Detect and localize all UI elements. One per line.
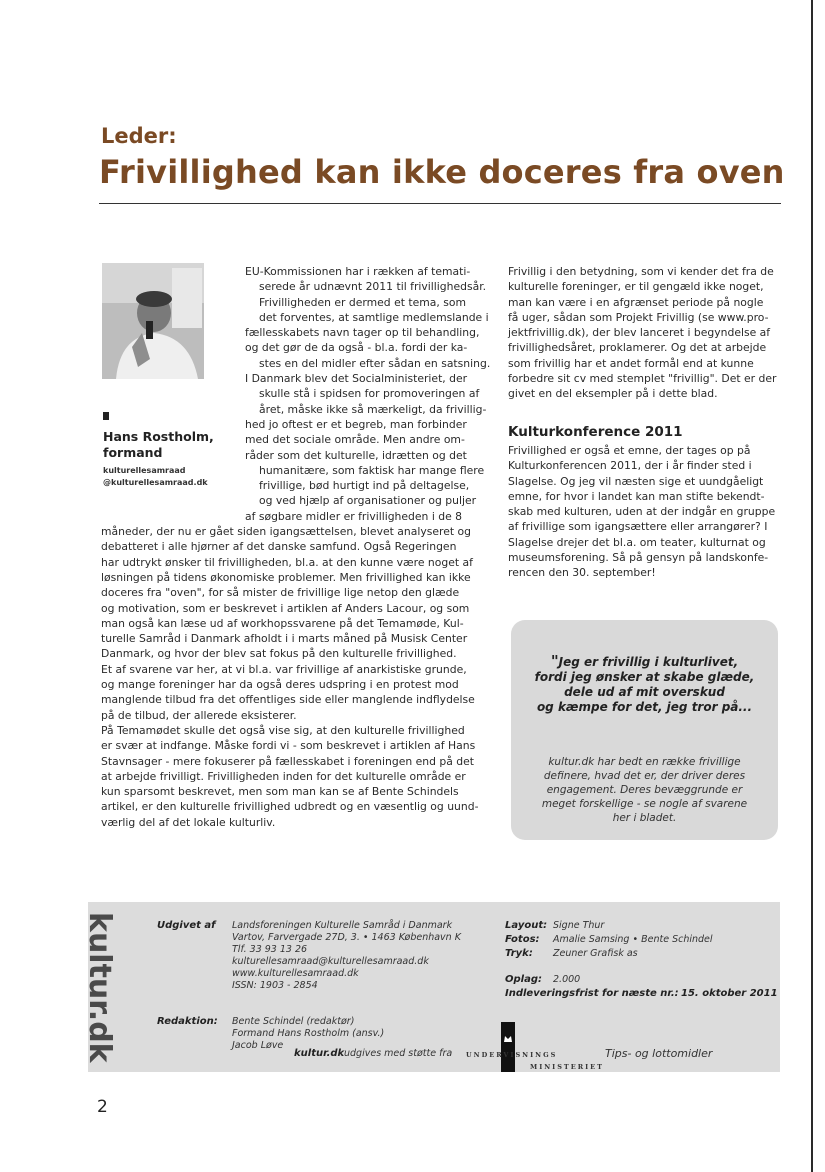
kultur-dk-logo [80,908,126,1068]
body-line: det forventes, at samtlige medlemslande i [259,310,489,324]
body-line: råder som det kulturelle, idrætten og det [245,448,467,462]
body-line: og det gør de da også - bl.a. fordi der ka- [245,341,468,355]
body-line: kulturelle foreninger, er til gengæld ikke noget, [508,280,764,294]
body-line: Frivilligheden er dermed et tema, som [259,295,466,309]
redaktion-line: Bente Schindel (redaktør) [232,1016,355,1027]
body-line: Danmark, og hvor der blev sat fokus på den kulturelle frivillighed. [101,647,457,661]
body-line: fællesskabets navn tager op til behandling, [245,326,480,340]
udgivet-line: kulturellesamraad@kulturellesamraad.dk [232,956,429,967]
deadline-label: Indleveringsfrist for næste nr.: [505,988,679,999]
pull-quote-line [511,654,778,670]
pull-quote-text: Jeg er frivillig i kulturlivet, [558,655,739,669]
body-line: frivillighedsåret, proklamerer. Og det at arbejde [508,341,767,355]
body-line: kun sparsomt beskrevet, men som man kan se af Bente Schindels [101,785,459,799]
tips-lotto-line: Tips- og lottomidler [605,1047,713,1060]
body-line: I Danmark blev det Socialministeriet, der [245,372,468,386]
redaktion-line: Jacob Løve [232,1040,284,1051]
body-line: frivillige, bød hurtigt ind på deltagelse, [259,479,470,493]
pull-quote-line: fordi jeg ønsker at skabe glæde, [534,670,755,684]
redaktion-line: Formand Hans Rostholm (ansv.) [232,1028,385,1039]
ministry-name-bottom: MINISTERIET [530,1063,604,1071]
support-text [344,1048,452,1060]
headline-rule [99,203,781,204]
body-line: og mange foreninger har da også deres udspring i en protest mod [101,678,459,692]
body-line: skulle stå i spidsen for promoveringen af [259,387,480,401]
body-line: værlig del af det lokale kulturliv. [101,815,276,829]
page-number: 2 [97,1097,108,1117]
body-line: Stavnsager - mere fokuserer på fællesskabet i foreningen end på det [101,754,475,768]
fotos-text: Amalie Samsing • Bente Schindel [553,934,713,945]
body-line: skab med kulturen, uden at der indgår en gruppe [508,505,776,519]
body-line: har udtrykt ønsker til frivilligheden, bl.a. at den kunne være noget af [101,555,473,569]
body-line: humanitære, som faktisk har mange flere [259,463,485,477]
author-email-line: kulturellesamraad [103,466,186,475]
body-line: jektfrivillig.dk), der blev lanceret i begyndelse af [508,326,771,340]
pull-quote-box [511,620,778,840]
body-line: EU-Kommissionen har i rækken af temati- [245,265,471,278]
udgivet-line: Tlf. 33 93 13 26 [232,944,308,955]
layout-label: Layout: [505,920,548,931]
body-line: turelle Samråd i Danmark afholdt i i marts måned på Musisk Center [101,632,468,646]
body-line: manglende tilbud fra det offentliges side eller manglende indflydelse [101,693,475,707]
body-line: Slagelse. Og jeg vil næsten sige et uundgåeligt [508,474,764,488]
redaktion-value [232,1016,384,1052]
body-line: at arbejde frivilligt. Frivilligheden inden for det kulturelle område er [101,769,466,783]
body-line: Frivillig i den betydning, som vi kender det fra de [508,265,774,278]
body-line: Kulturkonferencen 2011, der i år finder sted i [508,459,752,473]
ministry-name-top: UNDERVISNINGS [466,1051,558,1059]
layout-text: Signe Thur [553,920,605,931]
section-kicker: Leder: [101,124,177,148]
body-line: emne, for hvor i landet kan man stifte bekendt- [508,489,765,503]
oplag-label: Oplag: [505,974,542,985]
body-line: måneder, der nu er gået siden igangsættelsen, blevet analyseret og [101,525,471,539]
body-line: stes en del midler efter sådan en satsning. [259,356,491,370]
body-line: museumsforening. Så på gensyn på landskonfe- [508,551,769,565]
body-line: få uger, sådan som Projekt Frivillig (se www.pro- [508,310,769,324]
body-line: er svær at indfange. Måske fordi vi - som beskrevet i artiklen af Hans [101,739,476,753]
tryk-value [553,948,638,960]
pull-quote-line: dele ud af mit overskud [564,685,725,699]
body-line: På Temamødet skulle det også vise sig, at den kulturelle frivillighed [101,723,465,737]
fotos-label: Fotos: [505,934,540,945]
body-line: debatteret i alle hjørner af det danske samfund. Også Regeringen [101,540,457,554]
udgivet-value [232,920,461,992]
body-line: forbedre sit cv med stemplet "frivillig". Det er der [508,372,777,386]
tips-lotto-text [605,1048,712,1060]
body-line: serede år udnævnt 2011 til frivillighedsår. [259,280,487,294]
pull-quote-description [511,755,778,825]
body-line: artikel, er den kulturelle frivillighed udbredt og en væsentlig og uund- [101,800,479,814]
body-line: som frivillig har et andet formål end at kunne [508,356,754,370]
body-line: og motivation, som er beskrevet i artiklen af Anders Lacour, og som [101,601,470,615]
body-line: man også kan læse ud af workhopssvarene på det Temamøde, Kul- [101,616,464,630]
udgivet-label: Udgivet af [157,920,216,931]
body-line: af frivillige som igangsættere eller arrangører? I [508,520,768,534]
body-line: givet en del eksempler på i dette blad. [508,387,718,401]
layout-value [553,920,604,932]
pull-quote-line: og kæmpe for det, jeg tror på... [536,700,753,714]
quote-desc-line: definere, hvad det er, der driver deres [543,770,746,782]
tryk-text: Zeuner Grafisk as [553,948,638,959]
oplag-value [553,974,580,986]
logo-text: kultur.dk [82,912,117,1063]
body-line: på de tilbud, der allerede eksisterer. [101,708,297,722]
body-line: af søgbare midler er frivilligheden i de 8 [245,509,463,523]
fotos-value [553,934,713,946]
body-line: Slagelse drejer det bl.a. om teater, kulturnat og [508,535,766,549]
body-line: løsningen på tidens økonomiske problemer. Men frivillighed kan ikke [101,570,471,584]
page-edge-line [811,0,813,1172]
body-line: doceres fra "oven", for så mister de frivillige lige netop den glæde [101,586,460,600]
article-body-right [508,264,786,402]
body-line: med det sociale område. Men andre om- [245,433,465,447]
body-line: man kan være i en afgrænset periode på nogle [508,295,764,309]
body-line: rencen den 30. september! [508,566,656,580]
quote-desc-line: her i bladet. [612,812,677,824]
body-line: hed jo oftest er et begreb, man forbinder [245,417,467,431]
body-line: Et af svarene var her, at vi bl.a. var frivillige af anarkistiske grunde, [101,662,467,676]
deadline-value: 15. oktober 2011 [681,988,778,999]
body-line: året, måske ikke så mærkeligt, da frivillig- [259,402,487,416]
author-name-line: formand [103,445,163,460]
body-line: og ved hjælp af organisationer og puljer [259,494,477,508]
tryk-label: Tryk: [505,948,533,959]
quote-desc-line: meget forskellige - se nogle af svarene [541,798,748,810]
pull-quote [511,654,778,715]
author-name-line: Hans Rostholm, [103,429,214,444]
udgivet-line: Vartov, Farvergade 27D, 3. • 1463 København K [232,932,461,943]
author-email-line: @kulturellesamraad.dk [103,478,208,487]
quote-desc-line: kultur.dk har bedt en række frivillige [548,756,741,768]
article-body-conference [508,443,786,581]
ministry-crown-logo [501,1022,515,1072]
support-brand: kultur.dk [294,1048,345,1059]
body-line: Frivillighed er også et emne, der tages op på [508,444,751,457]
article-headline: Frivillighed kan ikke doceres fra oven [99,153,785,191]
article-body-left [101,264,489,830]
redaktion-label: Redaktion: [157,1016,218,1027]
quote-desc-line: engagement. Deres bevæggrunde er [546,784,743,796]
udgivet-line: www.kulturellesamraad.dk [232,968,359,979]
udgivet-line: ISSN: 1903 - 2854 [232,980,318,991]
udgivet-line: Landsforeningen Kulturelle Samråd i Danmark [232,920,453,931]
section-subhead: Kulturkonference 2011 [508,424,683,440]
oplag-text: 2.000 [553,974,581,985]
support-text-line: udgives med støtte fra [344,1048,453,1059]
quote-mark: " [550,652,559,670]
